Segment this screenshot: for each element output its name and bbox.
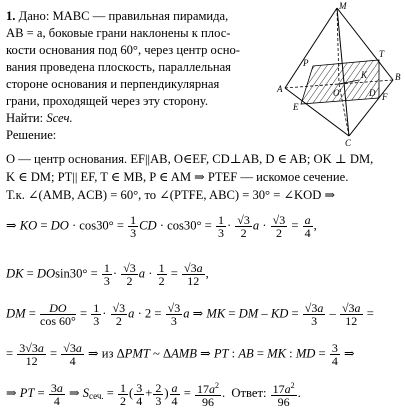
label-m: M xyxy=(339,1,347,11)
formula-answer: ⇒ PT = $\frac{3a}{4}$ ⇒ Sсеч. = $\frac{1}{2}$ ( $\frac{3}{4}$ + $\frac{2}{3}$ ) $\frac{a}{4}$ = $\frac{17a^2}{96}$ . Ответ: $\frac{17a^2}{96}$ . xyxy=(6,380,301,409)
solution-label: Решение: xyxy=(6,128,57,142)
label-k: K xyxy=(361,70,368,80)
solution-text-1: O — центр основания. EF||AB, O∈EF, CD⊥AB, D ∈ AB; OK ⊥ DM, xyxy=(6,152,374,166)
label-b: B xyxy=(395,72,401,82)
label-f: F xyxy=(382,92,388,102)
given-text-5: стороне основания и перпендикулярная xyxy=(6,77,220,91)
formula-dm: DM = $\frac{DO}{\cos 60^\circ}$ = $\frac{1}{3}$ · $\frac{√3}{2}$ a · 2 = $\frac{√3}{3}$ a ⇒ MK = DM – KD = $\frac{√3a}{3}$ – $\frac{√3a}{12}$ = xyxy=(6,301,374,328)
find-value: Sсеч. xyxy=(46,111,73,125)
label-t: T xyxy=(379,49,385,59)
label-a: A xyxy=(277,84,283,94)
find-label: Найти: xyxy=(6,111,44,125)
pyramid-figure xyxy=(275,0,405,148)
label-c: C xyxy=(345,138,352,148)
formula-dk: DK = DOsin30° = $\frac{1}{3}$ · $\frac{√3}{2}$ a · $\frac{1}{2}$ = $\frac{√3a}{12}$ , xyxy=(6,261,209,288)
formula-ko: ⇒ KO = DO · cos30° = $\frac{1}{3}$ CD · cos30° = $\frac{1}{3}$ · $\frac{√3}{2}$ a · $\frac{√3}{2}$ = $\frac{a}{4}$ , xyxy=(6,213,317,240)
given-text-3: кости основания под 60°, через центр осно- xyxy=(6,43,240,57)
label-d: D xyxy=(369,88,376,98)
solution-text-3: Т.к. ∠(AMB, ACB) = 60°, то ∠(PTFE, ABC) = 30° = ∠KOD ⇒ xyxy=(6,188,336,202)
formula-similar: = $\frac{3√3a}{12}$ = $\frac{√3a}{4}$ ⇒ из ΔPMT ~ ΔAMB ⇒ PT : AB = MK : MD = $\frac{3}{4}$ ⇒ xyxy=(6,341,355,368)
find-line xyxy=(6,111,73,125)
problem-line-1 xyxy=(6,9,228,23)
given-text-1: MABC — правильная пирамида, xyxy=(52,9,229,23)
given-text-2: AB = a, боковые грани наклонены к плос- xyxy=(6,26,231,40)
label-e: E xyxy=(293,102,299,112)
given-label: Дано: xyxy=(18,9,50,23)
label-o: O xyxy=(333,88,340,98)
given-text-4: вания проведена плоскость, параллельная xyxy=(6,60,231,74)
problem-number: 1. xyxy=(6,9,16,23)
label-p: P xyxy=(303,58,309,68)
given-text-6: грани, проходящей через эту сторону. xyxy=(6,94,208,108)
solution-text-2: K ∈ DM; PT|| EF, T ∈ MB, P ∈ AM ⇒ PTEF — искомое сечение. xyxy=(6,170,349,184)
